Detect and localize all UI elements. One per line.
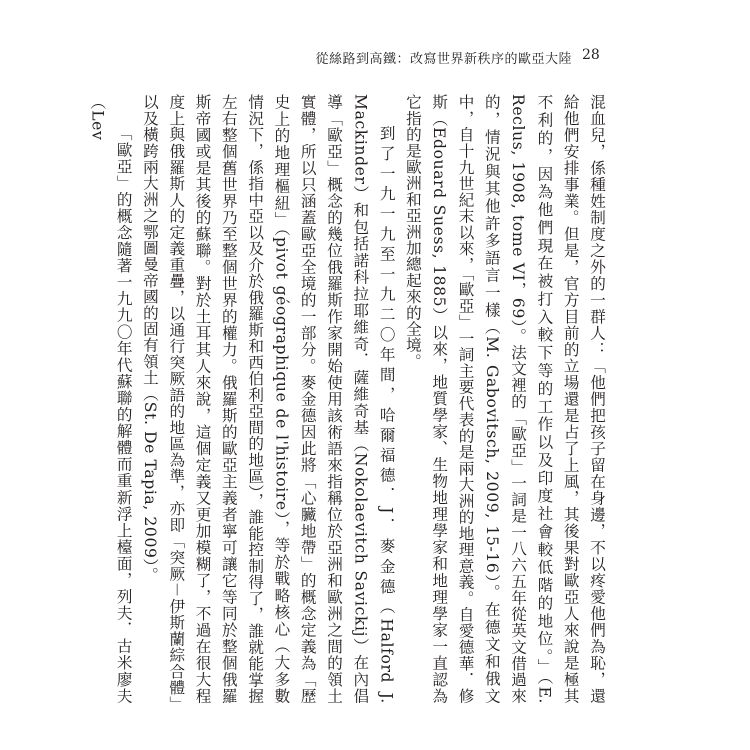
running-head: 從絲路到高鐵：改寫世界新秩序的歐亞大陸 bbox=[315, 52, 572, 67]
vertical-text-body bbox=[70, 94, 610, 704]
paragraph-2: 到了一九一九至一九二〇年間，哈爾福德．J．麥金德（Halford J. Mackinder）和包括諾科拉耶維奇．薩維奇基（Nokolaevitch Savickij）在內倡導「歐亞」概念的幾位俄羅斯作家開始使用該術語來指稱位於亞洲和歐洲之間的領土實體，所以只涵蓋歐亞全境的一部分。麥金德因此將「心臟地帶」的概念定義為「歷史上的地理樞紐」（pivot géographique de l'histoire），等於戰略核心（大多數情況下，係指中亞以及介於俄羅斯和西伯利亞間的地區），誰能控制得了，誰就能掌握左右整個舊世界乃至整個世界的權力。俄羅斯的歐亞主義者寧可讓它等同於整個俄羅斯帝國或是其後的蘇聯。對於土耳其人來說，這個定義又更加模糊了，不過在很大程度上與俄羅斯人的定義重疊，以通行突厥語的地區為準，亦即「突厥－伊斯蘭綜合體」以及橫跨兩大洲之鄂圖曼帝國的固有領土（St. De Tapia, 2009）。 bbox=[140, 94, 396, 704]
paragraph-3: 「歐亞」的概念隨著一九九〇年代蘇聯的解體而重新浮上檯面，列夫．古米廖夫（Lev bbox=[88, 94, 133, 704]
paragraph-1: 混血兒，係種姓制度之外的一群人：「他們把孩子留在身邊，不以疼愛他們為恥，還給他們安排事業。但是，官方目前的立場還是占了上風，其後果對歐亞人來說是極其不利的，因為他們現在被打入較下等的工作以及印度社會較低階的地位。」（E. Reclus, 1908, tome VI，69）。法文裡的「歐亞」一詞是一八六五年從英文借過來的，情況與其他許多語言一樣（M. Gabovitsch, 2009, 15-16）。在德文和俄文中，自十九世紀末以來，「歐亞」一詞主要代表的是兩大洲的地理意義。自愛德華．修斯（Edouard Suess, 1885）以來，地質學家、生物地理學家和地理學家一直認為它指的是歐洲和亞洲加總起來的全境。 bbox=[403, 94, 606, 704]
page-number: 28 bbox=[582, 47, 600, 63]
